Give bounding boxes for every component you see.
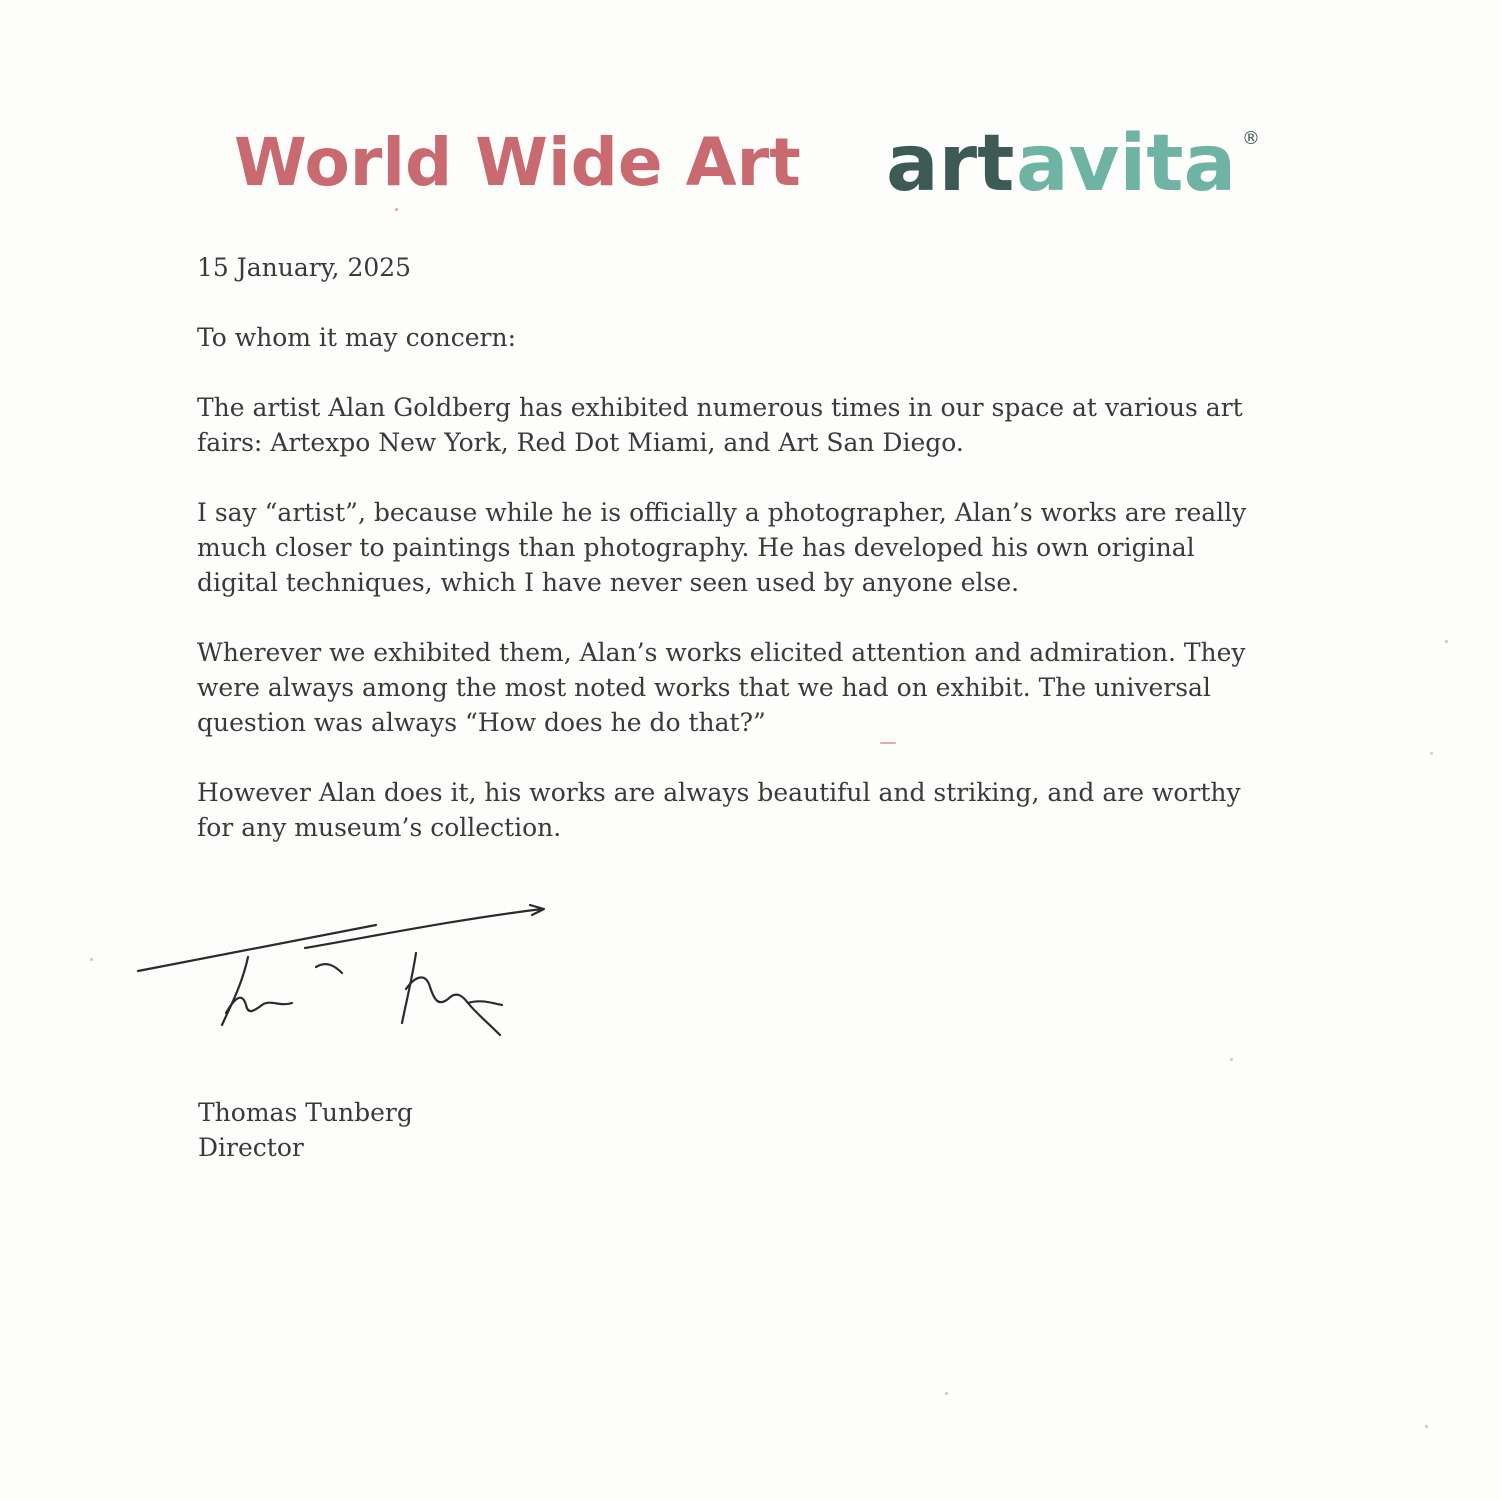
paragraph: The artist Alan Goldberg has exhibited numerous times in our space at various art fairs: Artexpo New York, Red Dot Miami, and Art San Diego. [197,393,1243,457]
registered-mark: ® [1242,128,1260,149]
scan-speck [1445,640,1448,643]
paragraph: However Alan does it, his works are always beautiful and striking, and are worthy for any museum’s collection. [197,778,1241,842]
scan-speck [1430,752,1433,755]
artavita-wordmark [886,119,1236,202]
paragraph: I say “artist”, because while he is officially a photographer, Alan’s works are really much closer to paintings than photography. He has developed his own original digital techniques, which I have never seen used by anyone else. [197,498,1247,597]
signer-name: Thomas Tunberg [198,1098,413,1127]
artavita-letters-light: avita [1016,119,1237,202]
scan-speck [945,1392,948,1395]
handwritten-signature [130,895,560,1055]
scan-speck [395,208,398,211]
scan-speck [90,958,93,961]
scan-speck [1425,1425,1428,1428]
letter-body [197,250,1277,880]
world-wide-art-logo: World Wide Art [234,124,801,201]
salutation: To whom it may concern: [197,323,517,352]
signer-title: Director [198,1133,304,1162]
letter-date: 15 January, 2025 [197,253,412,282]
scan-speck [880,742,896,744]
paragraph: Wherever we exhibited them, Alan’s works elicited attention and admiration. They were always among the most noted works that we had on exhibit. The universal question was always “How does he do that?” [197,638,1246,737]
scan-speck [1230,1058,1233,1061]
letterhead [232,112,1272,212]
signature-block [198,1095,413,1165]
artavita-logo [886,112,1266,202]
artavita-letters-dark: art [886,119,1015,202]
